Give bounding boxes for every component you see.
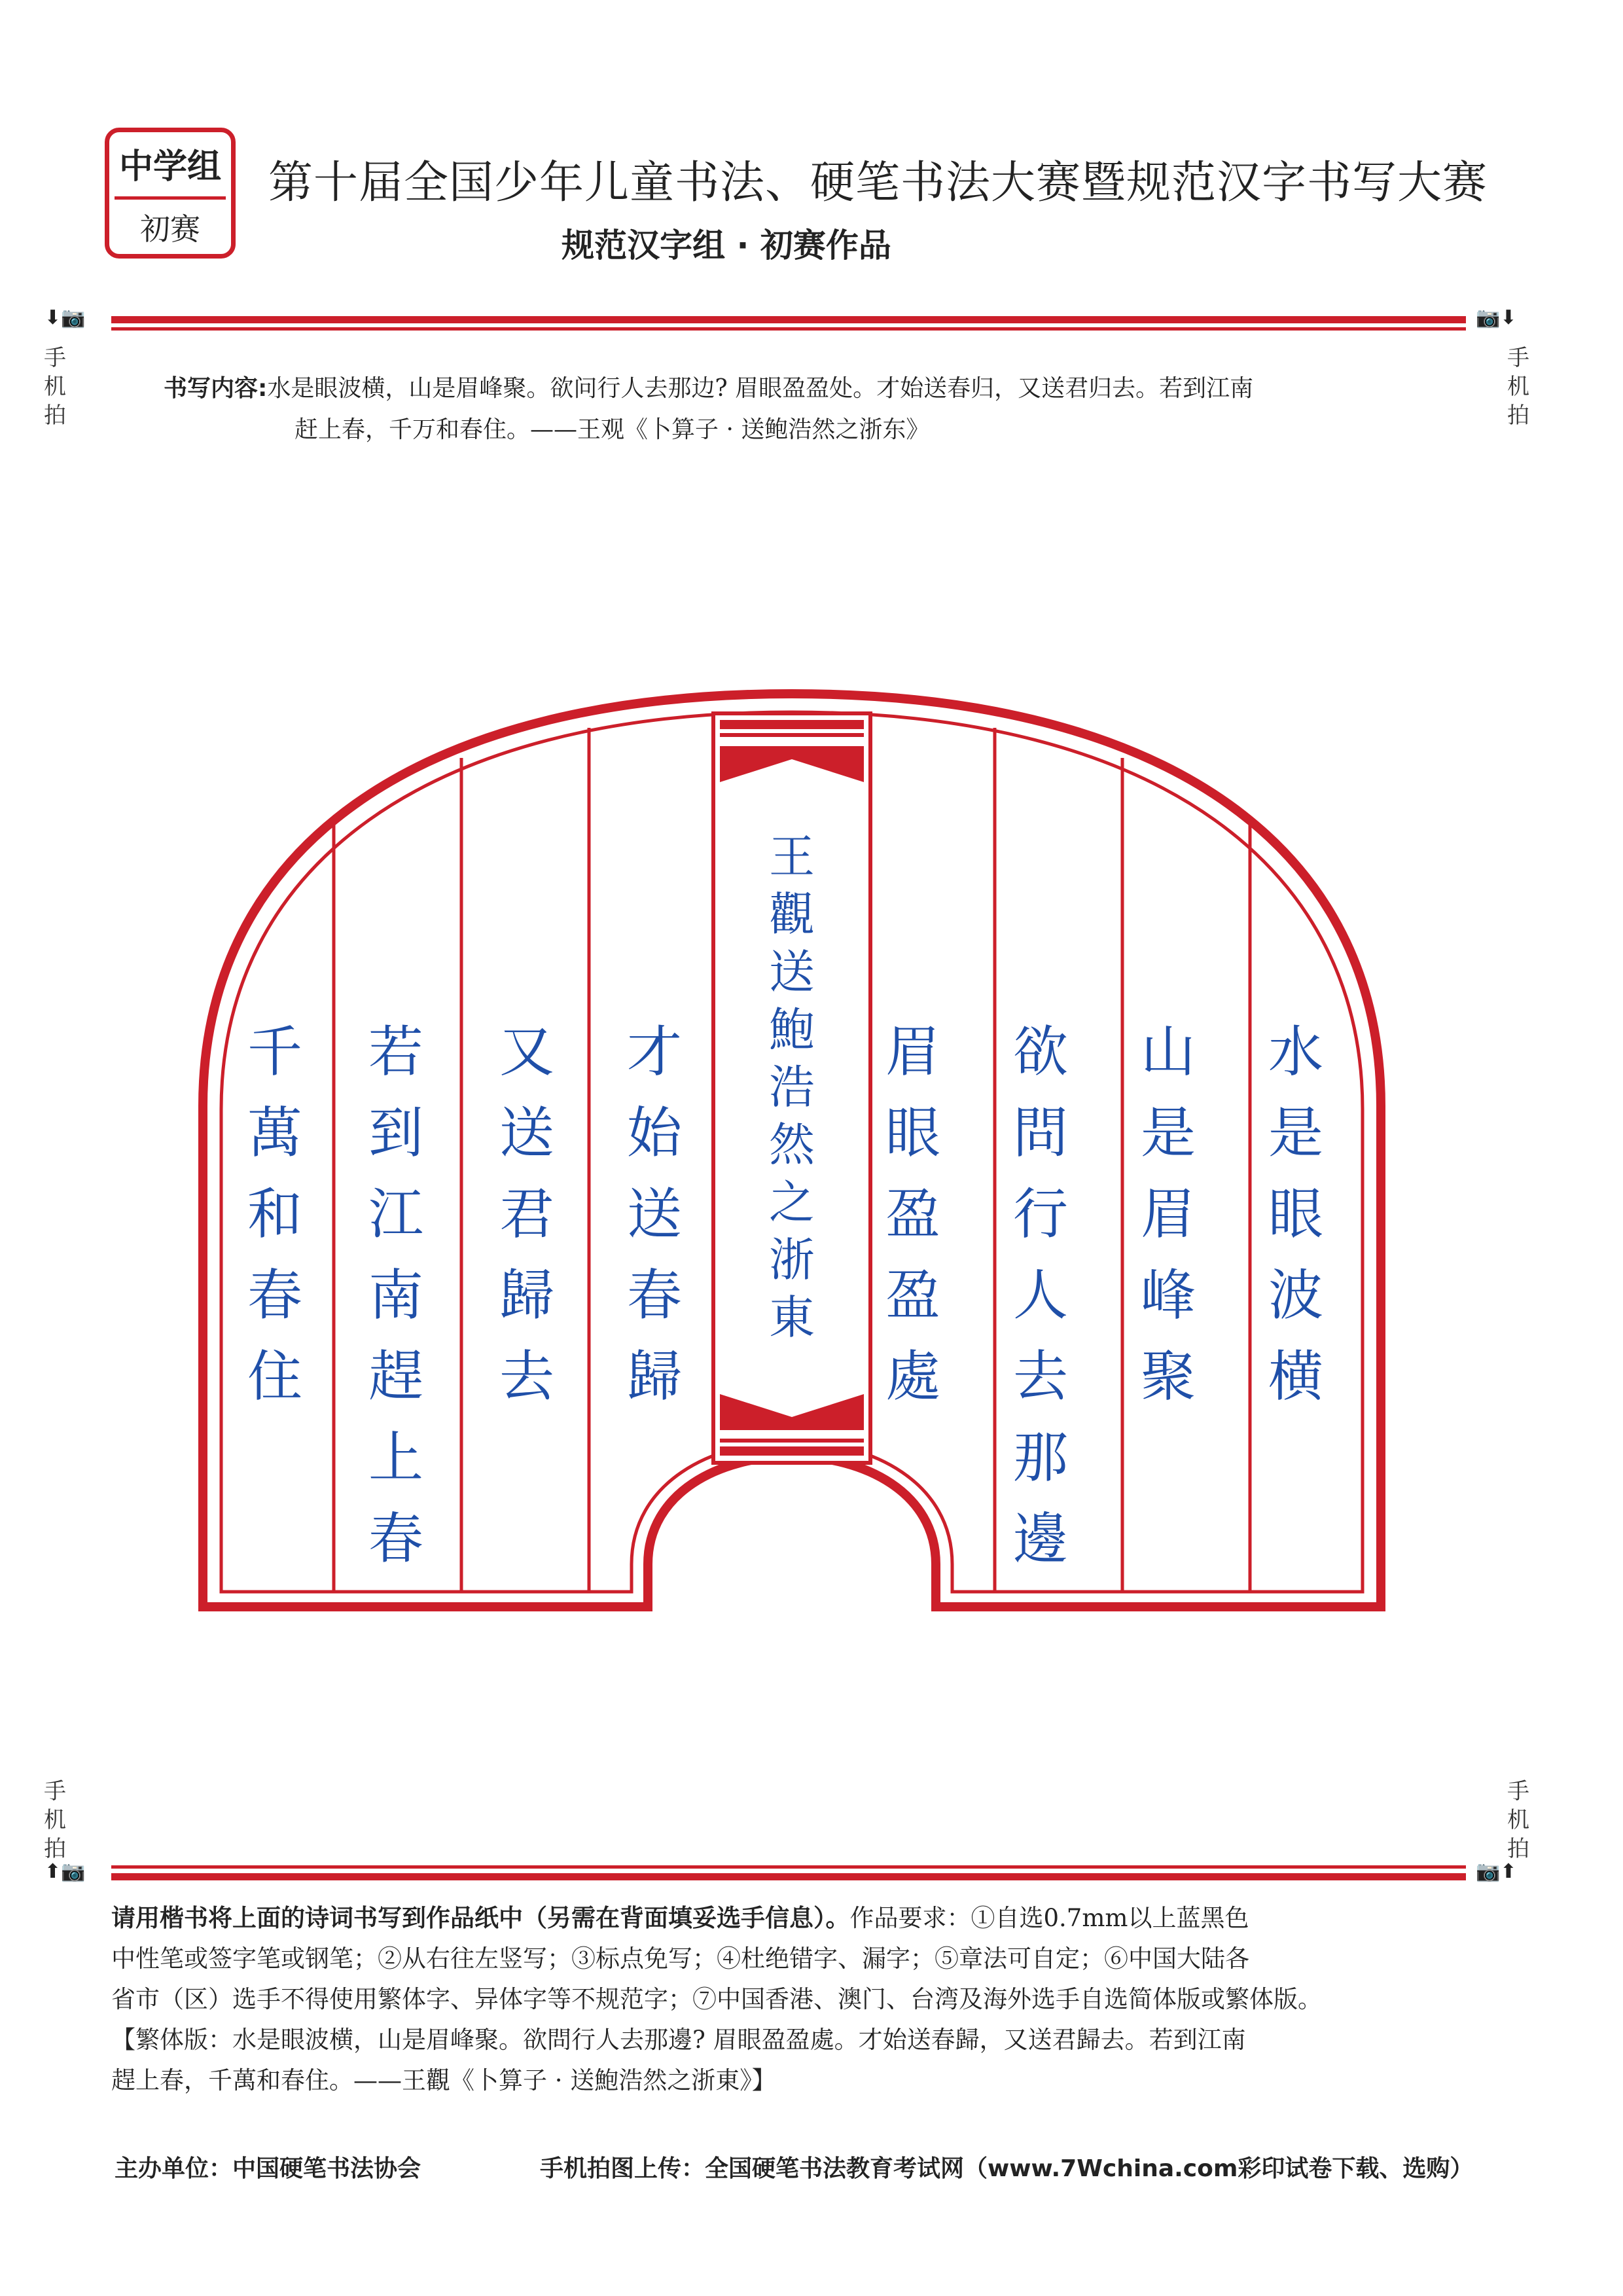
artwork-column-8 bbox=[226, 1011, 324, 1417]
calligraphy-character: 君 bbox=[499, 1182, 554, 1246]
artwork-column-5 bbox=[605, 1011, 704, 1417]
calligraphy-character: 歸 bbox=[499, 1263, 554, 1327]
calligraphy-character: 去 bbox=[499, 1344, 554, 1408]
calligraphy-character: 到 bbox=[368, 1101, 423, 1165]
calligraphy-character: 之 bbox=[769, 1175, 815, 1229]
calligraphy-character: 那 bbox=[1012, 1426, 1068, 1490]
calligraphy-character: 觀 bbox=[769, 888, 815, 941]
calligraphy-character: 浙 bbox=[769, 1233, 815, 1287]
artwork-column-2 bbox=[1119, 1011, 1217, 1417]
calligraphy-character: 水 bbox=[1268, 1020, 1323, 1084]
calligraphy-character: 始 bbox=[626, 1101, 682, 1165]
calligraphy-character: 送 bbox=[626, 1182, 682, 1246]
calligraphy-character: 千 bbox=[247, 1020, 302, 1084]
footer-upload-info: 手机拍图上传：全国硬笔书法教育考试网（www.7Wchina.com彩印试卷下载、选购） bbox=[540, 2155, 1474, 2182]
badge-stage: 初赛 bbox=[140, 211, 200, 247]
calligraphy-character: 王 bbox=[769, 830, 815, 884]
instructions-line3: 省市（区）选手不得使用繁体字、异体字等不规范字；⑦中国香港、澳门、台湾及海外选手自选简体版或繁体版。 bbox=[111, 1985, 1322, 2013]
content-text-line1 bbox=[164, 370, 1472, 403]
top-border-rule bbox=[111, 316, 1466, 333]
camera-upload-icon-left: ⬆📷 bbox=[45, 1860, 86, 1883]
calligraphy-character: 盈 bbox=[885, 1263, 940, 1327]
content-label: 书写内容: bbox=[164, 375, 268, 402]
calligraphy-character: 江 bbox=[368, 1182, 423, 1246]
calligraphy-character: 上 bbox=[368, 1426, 423, 1490]
calligraphy-character: 送 bbox=[769, 945, 815, 999]
calligraphy-character: 横 bbox=[1268, 1344, 1323, 1408]
instructions-requirements: 作品要求：①自选0.7mm以上蓝黑色 bbox=[849, 1904, 1249, 1932]
artwork-column-4 bbox=[864, 1011, 962, 1417]
calligraphy-character: 春 bbox=[626, 1263, 682, 1327]
calligraphy-character: 眼 bbox=[1268, 1182, 1323, 1246]
calligraphy-character: 聚 bbox=[1140, 1344, 1196, 1408]
calligraphy-character: 去 bbox=[1012, 1344, 1068, 1408]
calligraphy-character: 問 bbox=[1012, 1101, 1068, 1165]
instructions-line5: 趕上春，千萬和春住。——王觀《卜算子 · 送鮑浩然之浙東》】 bbox=[111, 2066, 776, 2094]
instructions-lead: 请用楷书将上面的诗词书写到作品纸中（另需在背面填妥选手信息）。 bbox=[111, 1904, 850, 1932]
calligraphy-character: 盈 bbox=[885, 1182, 940, 1246]
calligraphy-character: 春 bbox=[247, 1263, 302, 1327]
calligraphy-character: 趕 bbox=[368, 1344, 423, 1408]
page-subtitle: 规范汉字组 · 初赛作品 bbox=[562, 226, 891, 264]
artwork-column-6 bbox=[478, 1011, 576, 1417]
calligraphy-character: 送 bbox=[499, 1101, 554, 1165]
camera-upload-icon-right: 📷⬆ bbox=[1476, 1860, 1517, 1883]
calligraphy-character: 鮑 bbox=[769, 1003, 815, 1056]
calligraphy-character: 眉 bbox=[885, 1020, 940, 1084]
calligraphy-character: 南 bbox=[368, 1263, 423, 1327]
content-text-line2: 赶上春，千万和春住。——王观《卜算子 · 送鲍浩然之浙东》 bbox=[294, 416, 930, 443]
artwork-column-3 bbox=[991, 1011, 1090, 1579]
calligraphy-character: 然 bbox=[769, 1118, 815, 1172]
calligraphy-character: 東 bbox=[769, 1291, 815, 1344]
side-label-top-left: 手机拍 bbox=[44, 345, 66, 429]
calligraphy-character: 波 bbox=[1268, 1263, 1323, 1327]
artwork-column-1 bbox=[1247, 1011, 1345, 1417]
calligraphy-character: 住 bbox=[247, 1344, 302, 1408]
badge-divider bbox=[115, 196, 226, 200]
instructions-line4: 【繁体版：水是眼波横，山是眉峰聚。欲問行人去那邊? 眉眼盈盈處。才始送春歸，又送君歸去。若到江南 bbox=[111, 2026, 1246, 2054]
calligraphy-character: 和 bbox=[247, 1182, 302, 1246]
side-label-bottom-left: 手机拍 bbox=[44, 1778, 66, 1862]
calligraphy-character: 才 bbox=[626, 1020, 682, 1084]
badge-group: 中学组 bbox=[118, 147, 221, 187]
artwork-center-inscription bbox=[753, 828, 831, 1346]
side-label-bottom-right: 手机拍 bbox=[1507, 1778, 1529, 1862]
calligraphy-character: 山 bbox=[1140, 1020, 1196, 1084]
artwork-column-7 bbox=[347, 1011, 445, 1579]
group-badge bbox=[105, 128, 236, 259]
calligraphy-character: 人 bbox=[1012, 1263, 1068, 1327]
calligraphy-character: 若 bbox=[368, 1020, 423, 1084]
page-title: 第十届全国少年儿童书法、硬笔书法大赛暨规范汉字书写大赛 bbox=[268, 157, 1488, 209]
calligraphy-character: 欲 bbox=[1012, 1020, 1068, 1084]
calligraphy-character: 歸 bbox=[626, 1344, 682, 1408]
calligraphy-character: 眼 bbox=[885, 1101, 940, 1165]
footer-organizer: 主办单位：中国硬笔书法协会 bbox=[115, 2155, 421, 2182]
calligraphy-character: 眉 bbox=[1140, 1182, 1196, 1246]
camera-download-icon-left: ⬇📷 bbox=[45, 306, 86, 329]
calligraphy-character: 又 bbox=[499, 1020, 554, 1084]
calligraphy-character: 行 bbox=[1012, 1182, 1068, 1246]
calligraphy-character: 萬 bbox=[247, 1101, 302, 1165]
calligraphy-character: 邊 bbox=[1012, 1507, 1068, 1571]
side-label-top-right: 手机拍 bbox=[1507, 345, 1529, 429]
calligraphy-character: 是 bbox=[1268, 1101, 1323, 1165]
calligraphy-character: 浩 bbox=[769, 1060, 815, 1114]
calligraphy-character: 峰 bbox=[1140, 1263, 1196, 1327]
camera-download-icon-right: 📷⬇ bbox=[1476, 306, 1517, 329]
instructions-line1 bbox=[111, 1898, 1512, 1933]
calligraphy-character: 春 bbox=[368, 1507, 423, 1571]
content-poem-1: 水是眼波横，山是眉峰聚。欲问行人去那边? 眉眼盈盈处。才始送春归，又送君归去。若到江南 bbox=[267, 375, 1254, 402]
calligraphy-character: 處 bbox=[885, 1344, 940, 1408]
calligraphy-character: 是 bbox=[1140, 1101, 1196, 1165]
instructions-line2: 中性笔或签字笔或钢笔；②从右往左竖写；③标点免写；④杜绝错字、漏字；⑤章法可自定；⑥中国大陆各 bbox=[111, 1945, 1249, 1973]
bottom-border-rule bbox=[111, 1865, 1466, 1882]
